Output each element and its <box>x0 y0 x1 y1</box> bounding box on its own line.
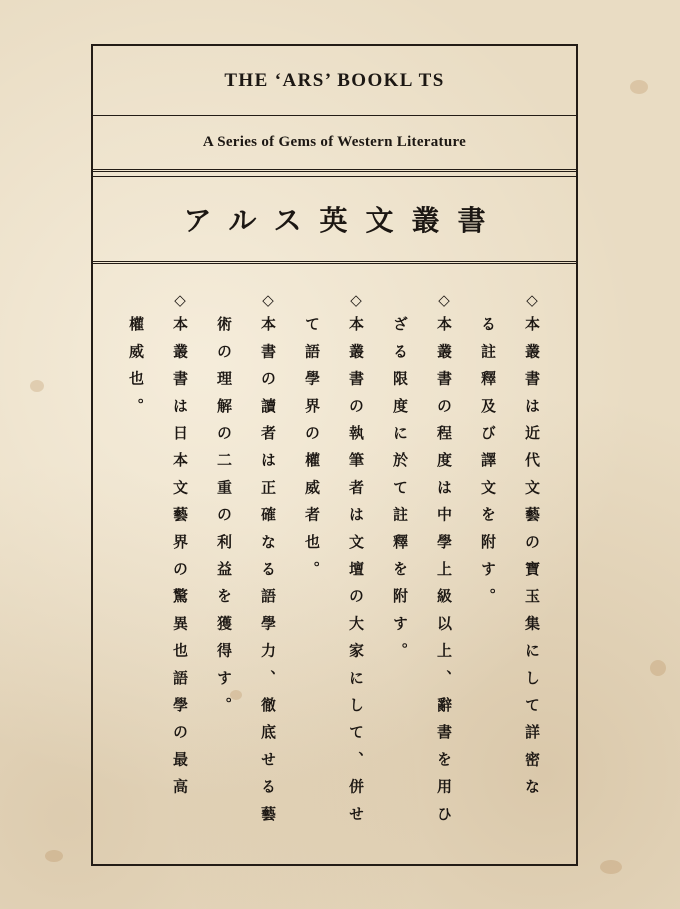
stain-spot <box>45 850 63 862</box>
note-column <box>290 290 334 850</box>
note-column <box>158 290 202 850</box>
note-text: 本叢書の執筆者は文壇の大家にして、併せ <box>347 316 365 833</box>
note-text: ざる限度に於て註釋を附す。 <box>391 316 409 670</box>
note-column <box>334 290 378 850</box>
note-column <box>246 290 290 850</box>
note-column <box>466 290 510 850</box>
note-text: 本叢書は日本文藝界の驚異也語學の最高 <box>171 316 189 806</box>
header-band <box>93 46 576 116</box>
note-column <box>202 290 246 850</box>
stain-spot <box>650 660 666 676</box>
note-text: 權威也。 <box>127 316 145 425</box>
stain-spot <box>630 80 648 94</box>
note-column <box>378 290 422 850</box>
subtitle-band <box>93 116 576 172</box>
diamond-bullet-icon: ◇ <box>262 291 274 309</box>
note-text: 術の理解の二重の利益を獲得す。 <box>215 316 233 724</box>
note-text: 本叢書は近代文藝の寶玉集にして詳密な <box>523 316 541 806</box>
stain-spot <box>600 860 622 874</box>
note-text: る註釋及び譯文を附す。 <box>479 316 497 616</box>
note-text: て語學界の權威者也。 <box>303 316 321 588</box>
notes-columns <box>115 290 554 850</box>
series-title: THE ‘ARS’ BOOKL TS <box>224 69 445 91</box>
diamond-bullet-icon: ◇ <box>438 291 450 309</box>
series-subtitle: A Series of Gems of Western Literature <box>202 134 467 150</box>
note-text: 本叢書の程度は中學上級以上、辭書を用ひ <box>435 316 453 833</box>
japanese-title-band <box>93 176 576 264</box>
note-text: 本書の讀者は正確なる語學力、徹底せる藝 <box>259 316 277 833</box>
diamond-bullet-icon: ◇ <box>350 291 362 309</box>
note-column <box>510 290 554 850</box>
note-column <box>114 290 158 850</box>
note-column <box>422 290 466 850</box>
bordered-frame <box>91 44 578 866</box>
japanese-title: アルス英文叢書 <box>183 204 504 237</box>
diamond-bullet-icon: ◇ <box>526 291 538 309</box>
stain-spot <box>30 380 44 392</box>
diamond-bullet-icon: ◇ <box>174 291 186 309</box>
